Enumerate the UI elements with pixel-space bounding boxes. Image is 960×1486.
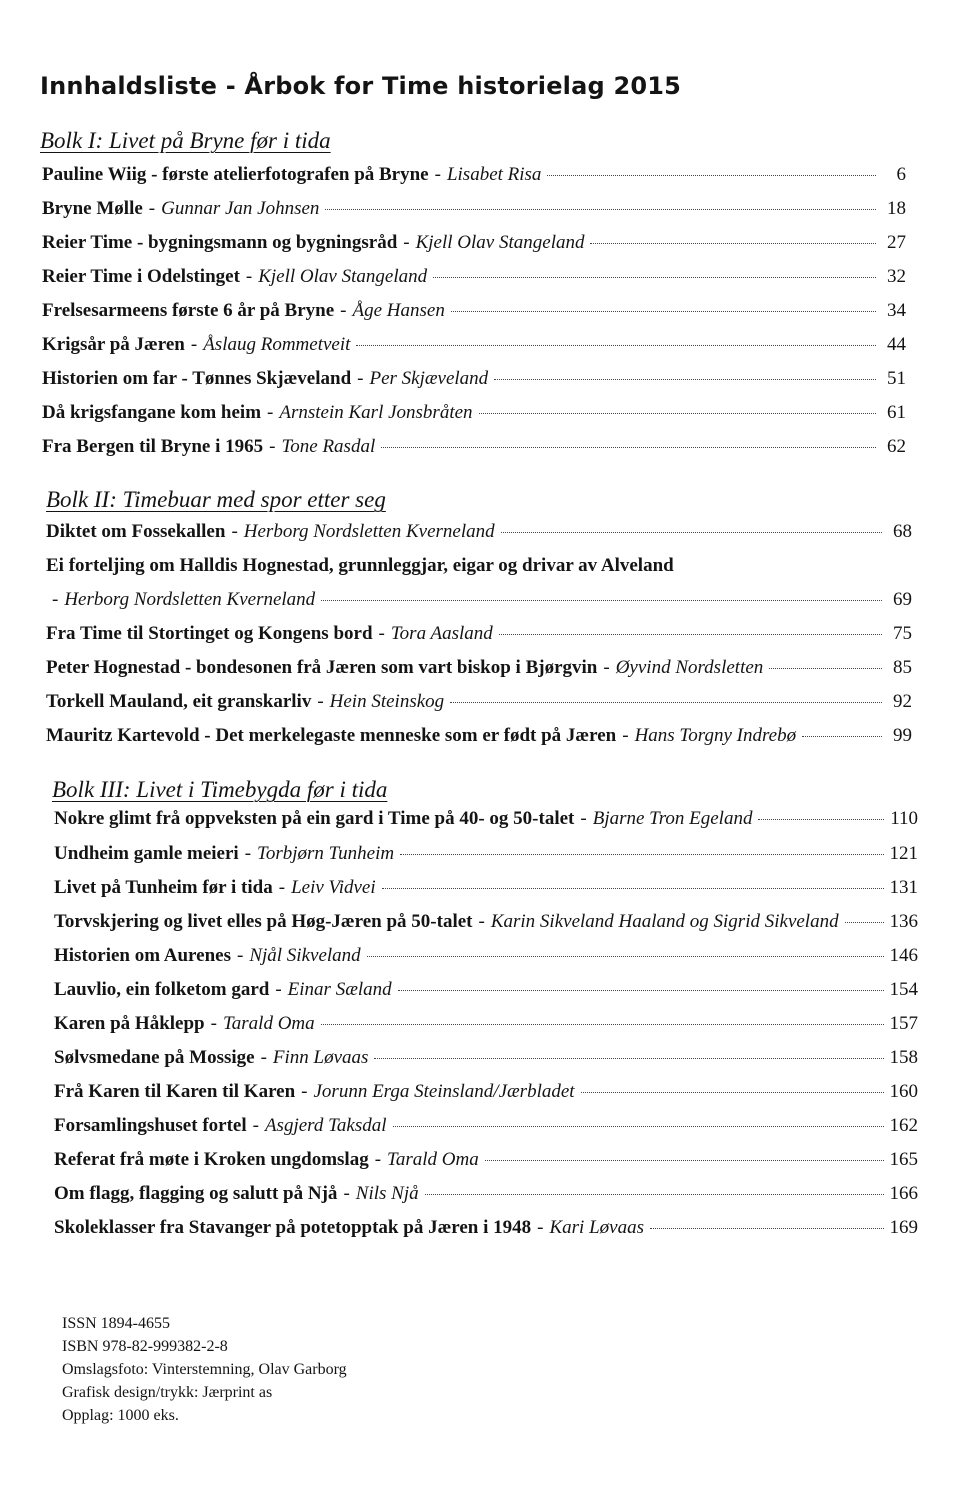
- dot-leader: [758, 819, 884, 820]
- dot-leader: [425, 1194, 884, 1195]
- toc-entry: [42, 436, 906, 466]
- entry-title: Bryne Mølle: [42, 198, 143, 219]
- entry-separator: -: [622, 725, 629, 746]
- page-number: 34: [887, 300, 906, 321]
- dot-leader: [450, 702, 882, 703]
- entry-separator: -: [210, 1013, 217, 1034]
- toc-entry: [54, 843, 918, 873]
- entry-title: Skoleklasser fra Stavanger på potetopptak på Jæren i 1948: [54, 1217, 532, 1238]
- toc-entry: [42, 198, 906, 228]
- toc-entry: [54, 1183, 918, 1213]
- dot-leader: [325, 209, 876, 210]
- entry-title: Ei forteljing om Halldis Hognestad, grunnleggjar, eigar og drivar av Alveland: [46, 555, 674, 576]
- entry-author: Leiv Vidvei: [291, 877, 376, 898]
- entry-author: Lisabet Risa: [446, 164, 542, 185]
- page-number: 160: [889, 1081, 918, 1102]
- entry-separator: -: [317, 691, 324, 712]
- entry-separator: -: [537, 1217, 544, 1238]
- entry-author: Per Skjæveland: [369, 368, 489, 389]
- toc-entry: [54, 1081, 918, 1111]
- design-credit: Grafisk design/trykk: Jærprint as: [62, 1384, 273, 1401]
- entry-title: Torkell Mauland, eit granskarliv: [46, 691, 312, 712]
- entry-title: Frelsesarmeens første 6 år på Bryne: [42, 300, 335, 321]
- entry-title: Om flagg, flagging og salutt på Njå: [54, 1183, 338, 1204]
- dot-leader: [381, 447, 876, 448]
- entry-title: Nokre glimt frå oppveksten på ein gard i Time på 40- og 50-talet: [54, 808, 575, 829]
- entry-separator: -: [357, 368, 364, 389]
- toc-entry: [42, 232, 906, 262]
- toc-entry: [42, 368, 906, 398]
- entry-title: Reier Time - bygningsmann og bygningsråd: [42, 232, 398, 253]
- entry-title: Historien om far - Tønnes Skjæveland: [42, 368, 352, 389]
- page-number: 92: [893, 691, 912, 712]
- page-number: 165: [889, 1149, 918, 1170]
- entry-author: Karin Sikveland Haaland og Sigrid Sikveland: [490, 911, 839, 932]
- section-heading: Bolk III: Livet i Timebygda før i tida: [52, 777, 388, 802]
- entry-separator: -: [245, 266, 253, 287]
- entry-separator: -: [301, 1081, 308, 1102]
- page-number: 44: [887, 334, 906, 355]
- entry-title: Torvskjering og livet elles på Høg-Jæren på 50-talet: [54, 911, 473, 932]
- entry-separator: -: [148, 198, 156, 219]
- page-number: 75: [893, 623, 912, 644]
- dot-leader: [845, 922, 884, 923]
- entry-title: Fra Time til Stortinget og Kongens bord: [46, 623, 373, 644]
- entry-separator: -: [190, 334, 198, 355]
- entry-title: Undheim gamle meieri: [54, 843, 239, 864]
- dot-leader: [802, 736, 882, 737]
- entry-title: Livet på Tunheim før i tida: [54, 877, 273, 898]
- entry-author: Øyvind Nordsletten: [615, 657, 764, 678]
- dot-leader: [769, 668, 882, 669]
- entry-separator: -: [231, 521, 238, 542]
- section-heading: Bolk I: Livet på Bryne før i tida: [40, 128, 331, 153]
- page-number: 162: [889, 1115, 918, 1136]
- entry-author: Bjarne Tron Egeland: [592, 808, 753, 829]
- toc-entry: [42, 402, 906, 432]
- page-number: 110: [890, 808, 918, 829]
- entry-author: Kjell Olav Stangeland: [415, 232, 585, 253]
- entry-title: Pauline Wiig - første atelierfotografen på Bryne: [42, 164, 429, 185]
- toc-entry: [54, 808, 918, 838]
- entry-author: Nils Njå: [355, 1183, 419, 1204]
- entry-author: Torbjørn Tunheim: [257, 843, 395, 864]
- entry-author: Tarald Oma: [387, 1149, 479, 1170]
- entry-separator: -: [603, 657, 610, 678]
- page-number: 62: [887, 436, 906, 457]
- entry-separator: -: [343, 1183, 350, 1204]
- entry-author: Åslaug Rommetveit: [203, 334, 351, 355]
- entry-title: Diktet om Fossekallen: [46, 521, 226, 542]
- page-number: 136: [889, 911, 918, 932]
- entry-separator: -: [267, 402, 274, 423]
- entry-author: Kari Løvaas: [549, 1217, 644, 1238]
- entry-separator: -: [340, 300, 347, 321]
- page-number: 154: [889, 979, 918, 1000]
- entry-title: Reier Time i Odelstinget: [42, 266, 240, 287]
- entry-separator: -: [374, 1149, 382, 1170]
- toc-entry: [46, 657, 912, 687]
- entry-author: Åge Hansen: [352, 300, 445, 321]
- section-heading: Bolk II: Timebuar med spor etter seg: [46, 487, 386, 512]
- page-number: 27: [887, 232, 906, 253]
- entry-title: Sølvsmedane på Mossige: [54, 1047, 255, 1068]
- entry-author: Tora Aasland: [390, 623, 493, 644]
- dot-leader: [581, 1092, 884, 1093]
- dot-leader: [367, 956, 884, 957]
- entry-author: Tone Rasdal: [281, 436, 376, 457]
- toc-entry: [42, 334, 906, 364]
- dot-leader: [374, 1058, 883, 1059]
- dot-leader: [393, 1126, 884, 1127]
- page-number: 169: [889, 1217, 918, 1238]
- page-number: 69: [893, 589, 912, 610]
- toc-entry: [54, 945, 918, 975]
- page-number: 158: [889, 1047, 918, 1068]
- page-number: 61: [887, 402, 906, 423]
- entry-title: Lauvlio, ein folketom gard: [54, 979, 270, 1000]
- isbn-line: ISBN 978-82-999382-2-8: [62, 1338, 228, 1355]
- entry-title: Då krigsfangane kom heim: [42, 402, 262, 423]
- page-number: 18: [887, 198, 906, 219]
- dot-leader: [321, 1024, 884, 1025]
- dot-leader: [451, 311, 876, 312]
- colophon: [62, 1312, 347, 1427]
- entry-title: Historien om Aurenes: [54, 945, 231, 966]
- entry-separator: -: [378, 623, 385, 644]
- entry-separator: -: [434, 164, 441, 185]
- entry-separator: -: [244, 843, 252, 864]
- entry-separator: -: [478, 911, 485, 932]
- dot-leader: [494, 379, 876, 380]
- toc-entry: [54, 1013, 918, 1043]
- dot-leader: [650, 1228, 884, 1229]
- page-number: 85: [893, 657, 912, 678]
- toc-entry: [54, 979, 918, 1009]
- toc-entry: [46, 623, 912, 653]
- entry-author: Hein Steinskog: [329, 691, 445, 712]
- print-run: Opplag: 1000 eks.: [62, 1407, 179, 1424]
- toc-entry: [54, 1217, 918, 1247]
- dot-leader: [485, 1160, 884, 1161]
- entry-separator: -: [269, 436, 276, 457]
- entry-author: Jorunn Erga Steinsland/Jærbladet: [313, 1081, 575, 1102]
- entry-author: Herborg Nordsletten Kverneland: [243, 521, 495, 542]
- issn-line: ISSN 1894-4655: [62, 1315, 171, 1332]
- cover-photo-credit: Omslagsfoto: Vinterstemning, Olav Garborg: [62, 1361, 347, 1378]
- page-number: 121: [889, 843, 918, 864]
- entry-author: Gunnar Jan Johnsen: [161, 198, 320, 219]
- page-number: 32: [887, 266, 906, 287]
- toc-entry: [46, 555, 912, 585]
- entry-author: Njål Sikveland: [249, 945, 361, 966]
- entry-title: Frå Karen til Karen til Karen: [54, 1081, 296, 1102]
- entry-author: Arnstein Karl Jonsbråten: [279, 402, 473, 423]
- dot-leader: [547, 175, 876, 176]
- entry-title: Peter Hognestad - bondesonen frå Jæren som vart biskop i Bjørgvin: [46, 657, 598, 678]
- dot-leader: [590, 243, 876, 244]
- toc-entry: [46, 521, 912, 551]
- dot-leader: [356, 345, 876, 346]
- entry-separator: -: [260, 1047, 267, 1068]
- entry-separator: -: [580, 808, 587, 829]
- page-number: 99: [893, 725, 912, 746]
- entry-separator: -: [278, 877, 286, 898]
- entry-title: Forsamlingshuset fortel: [54, 1115, 247, 1136]
- toc-entry: [42, 266, 906, 296]
- entry-author: Asgjerd Taksdal: [264, 1115, 387, 1136]
- entry-author: Hans Torgny Indrebø: [634, 725, 797, 746]
- toc-entry: [46, 725, 912, 755]
- entry-separator: -: [236, 945, 244, 966]
- dot-leader: [382, 888, 884, 889]
- entry-author: Kjell Olav Stangeland: [258, 266, 428, 287]
- entry-title: Krigsår på Jæren: [42, 334, 185, 355]
- page-number: 157: [889, 1013, 918, 1034]
- page-number: 6: [896, 164, 906, 185]
- toc-entry: [42, 300, 906, 330]
- toc-entry: [42, 164, 906, 194]
- page-number: 131: [889, 877, 918, 898]
- toc-entry: [54, 1115, 918, 1145]
- entry-title: Karen på Håklepp: [54, 1013, 205, 1034]
- page-number: 68: [893, 521, 912, 542]
- entry-title: Mauritz Kartevold - Det merkelegaste menneske som er født på Jæren: [46, 725, 617, 746]
- entry-author: Finn Løvaas: [272, 1047, 369, 1068]
- toc-entry: [54, 1149, 918, 1179]
- dot-leader: [398, 990, 884, 991]
- toc-entry: [54, 877, 918, 907]
- dot-leader: [499, 634, 882, 635]
- entry-title: Fra Bergen til Bryne i 1965: [42, 436, 264, 457]
- toc-entry: [46, 691, 912, 721]
- entry-separator: -: [275, 979, 282, 1000]
- toc-entry: [54, 911, 918, 941]
- entry-separator: -: [252, 1115, 259, 1136]
- entry-separator: -: [52, 589, 59, 610]
- dot-leader: [433, 277, 876, 278]
- page-number: 51: [887, 368, 906, 389]
- toc-entry: [46, 589, 912, 619]
- dot-leader: [400, 854, 883, 855]
- entry-title: Referat frå møte i Kroken ungdomslag: [54, 1149, 369, 1170]
- toc-entry: [54, 1047, 918, 1077]
- dot-leader: [479, 413, 876, 414]
- dot-leader: [501, 532, 882, 533]
- entry-author: Tarald Oma: [222, 1013, 315, 1034]
- page-number: 146: [889, 945, 918, 966]
- entry-separator: -: [403, 232, 410, 253]
- dot-leader: [321, 600, 882, 601]
- entry-author: Einar Sæland: [287, 979, 392, 1000]
- page-title: Innhaldsliste - Årbok for Time historielag 2015: [40, 72, 682, 100]
- entry-author: Herborg Nordsletten Kverneland: [64, 589, 316, 610]
- page-number: 166: [889, 1183, 918, 1204]
